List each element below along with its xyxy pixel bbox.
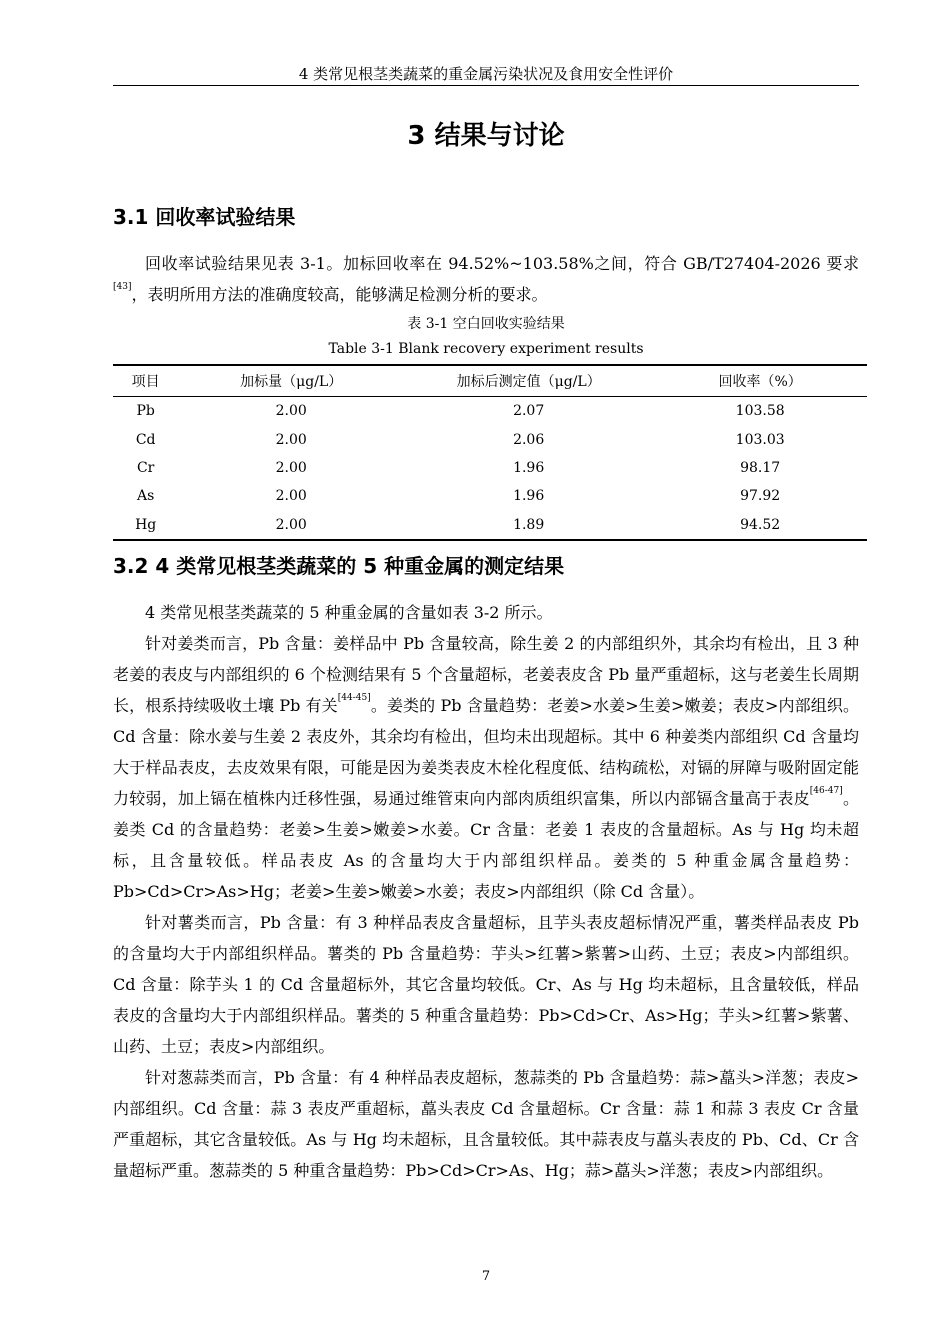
table-cell: 2.06 [513, 431, 545, 448]
running-header: 4 类常见根茎类蔬菜的重金属污染状况及食用安全性评价 [298, 65, 674, 83]
table-row [113, 482, 867, 510]
table-cell: 2.00 [275, 488, 307, 505]
section-3-2-body [113, 597, 859, 1186]
table-row [113, 397, 867, 426]
para-text: ，表明所用方法的准确度较高，能够满足检测分析的要求。 [131, 285, 548, 304]
table-cell: 1.96 [513, 488, 545, 505]
para-text: 。姜类的 Pb 含量趋势：老姜>水姜>生姜>嫩姜；表皮>内部组织。Cd 含量：除水姜与生姜 2 表皮外，其余均有检出，但均未出现超标。其中 6 种姜类内部组织 Cd 含量均大于样品表皮，去皮效果有限，可能是因为姜类表皮木栓化程度低、结构疏松，对镉的屏障与吸附固定能力较弱，加上镉在植株内迁移性强，易通过维管束向内部肉质组织富集，所以内部镉含量高于表皮 [113, 696, 859, 808]
column-header: 项目 [113, 365, 178, 397]
column-header: 回收率（%） [653, 365, 867, 397]
table-header-row [113, 365, 867, 397]
table-cell: As [137, 488, 155, 505]
column-header: 加标量（μg/L） [178, 365, 404, 397]
table-cell: 94.52 [740, 516, 781, 533]
table-cell: 1.89 [513, 516, 545, 533]
table-caption-cn: 表 3-1 空白回收实验结果 [407, 316, 565, 332]
table-cell: 2.07 [513, 403, 545, 420]
table-row [113, 425, 867, 453]
table-cell: Cd [135, 431, 156, 448]
table-caption-en: Table 3-1 Blank recovery experiment results [328, 341, 644, 357]
citation: [46-47] [809, 786, 843, 796]
table-cell: 97.92 [740, 488, 781, 505]
para-text: 针对姜类而言，Pb 含量：姜样品中 Pb 含量较高，除生姜 2 的内部组织外，其余均有检出，且 3 种老姜的表皮与内部组织的 6 个检测结果有 5 个含量超标，老姜表皮含 Pb 量严重超标，这与老姜生长周期长，根系持续吸收土壤 Pb 有关 [113, 634, 859, 715]
table-cell: 1.96 [513, 459, 545, 476]
table-cell: 2.00 [275, 459, 307, 476]
table-cell: 2.00 [275, 403, 307, 420]
table-cell: Pb [136, 403, 155, 420]
section-3-1-paragraph [113, 248, 859, 310]
citation: [43] [113, 282, 132, 292]
table-cell: 98.17 [740, 459, 781, 476]
column-header: 加标后测定值（μg/L） [404, 365, 653, 397]
paragraph-tubers: 针对薯类而言，Pb 含量：有 3 种样品表皮含量超标，且芋头表皮超标情况严重，薯类样品表皮 Pb 的含量均大于内部组织样品。薯类的 Pb 含量趋势：芋头>红薯>紫薯>山药、土豆；表皮>内部组织。Cd 含量：除芋头 1 的 Cd 含量超标外，其它含量均较低。Cr、As 与 Hg 均未超标，且含量较低，样品表皮的含量均大于内部组织样品。薯类的 5 种重含量趋势：Pb>Cd>Cr、As>Hg；芋头>红薯>紫薯、山药、土豆；表皮>内部组织。 [113, 913, 859, 1056]
section-3-2-title: 3.2 4 类常见根茎类蔬菜的 5 种重金属的测定结果 [113, 554, 565, 578]
header-rule [113, 85, 859, 86]
paragraph: 4 类常见根茎类蔬菜的 5 种重金属的含量如表 3-2 所示。 [145, 603, 553, 622]
table-cell: 2.00 [275, 431, 307, 448]
para-text: 。姜类 Cd 的含量趋势：老姜>生姜>嫩姜>水姜。Cr 含量：老姜 1 表皮的含量超标。As 与 Hg 均未超标，且含量较低。样品表皮 As 的含量均大于内部组织样品。姜类的 5 种重金属含量趋势：Pb>Cd>Cr>As>Hg；老姜>生姜>嫩姜>水姜；表皮>内部组织（除 Cd 含量）。 [113, 789, 859, 901]
table-row [113, 511, 867, 540]
page-number: 7 [481, 1269, 491, 1284]
table-cell: Hg [135, 516, 157, 533]
citation: [44-45] [337, 693, 371, 703]
table-cell: Cr [136, 459, 155, 476]
chapter-title: 3 结果与讨论 [407, 121, 565, 151]
paragraph-alliums: 针对葱蒜类而言，Pb 含量：有 4 种样品表皮超标，葱蒜类的 Pb 含量趋势：蒜>藠头>洋葱；表皮>内部组织。Cd 含量：蒜 3 表皮严重超标，藠头表皮 Cd 含量超标。Cr 含量：蒜 1 和蒜 3 表皮 Cr 含量严重超标，其它含量较低。As 与 Hg 均未超标，且含量较低。其中蒜表皮与藠头表皮的 Pb、Cd、Cr 含量超标严重。葱蒜类的 5 种重含量趋势：Pb>Cd>Cr>As、Hg；蒜>藠头>洋葱；表皮>内部组织。 [113, 1068, 859, 1180]
section-3-1-title: 3.1 回收率试验结果 [113, 205, 296, 229]
table-row [113, 454, 867, 482]
para-text: 回收率试验结果见表 3-1。加标回收率在 94.52%~103.58%之间，符合 GB/T27404-2026 要求 [145, 254, 859, 273]
paragraph-ginger [113, 628, 859, 907]
table-cell: 103.58 [735, 403, 785, 420]
recovery-table [113, 364, 867, 541]
table-cell: 103.03 [735, 431, 785, 448]
table-cell: 2.00 [275, 516, 307, 533]
